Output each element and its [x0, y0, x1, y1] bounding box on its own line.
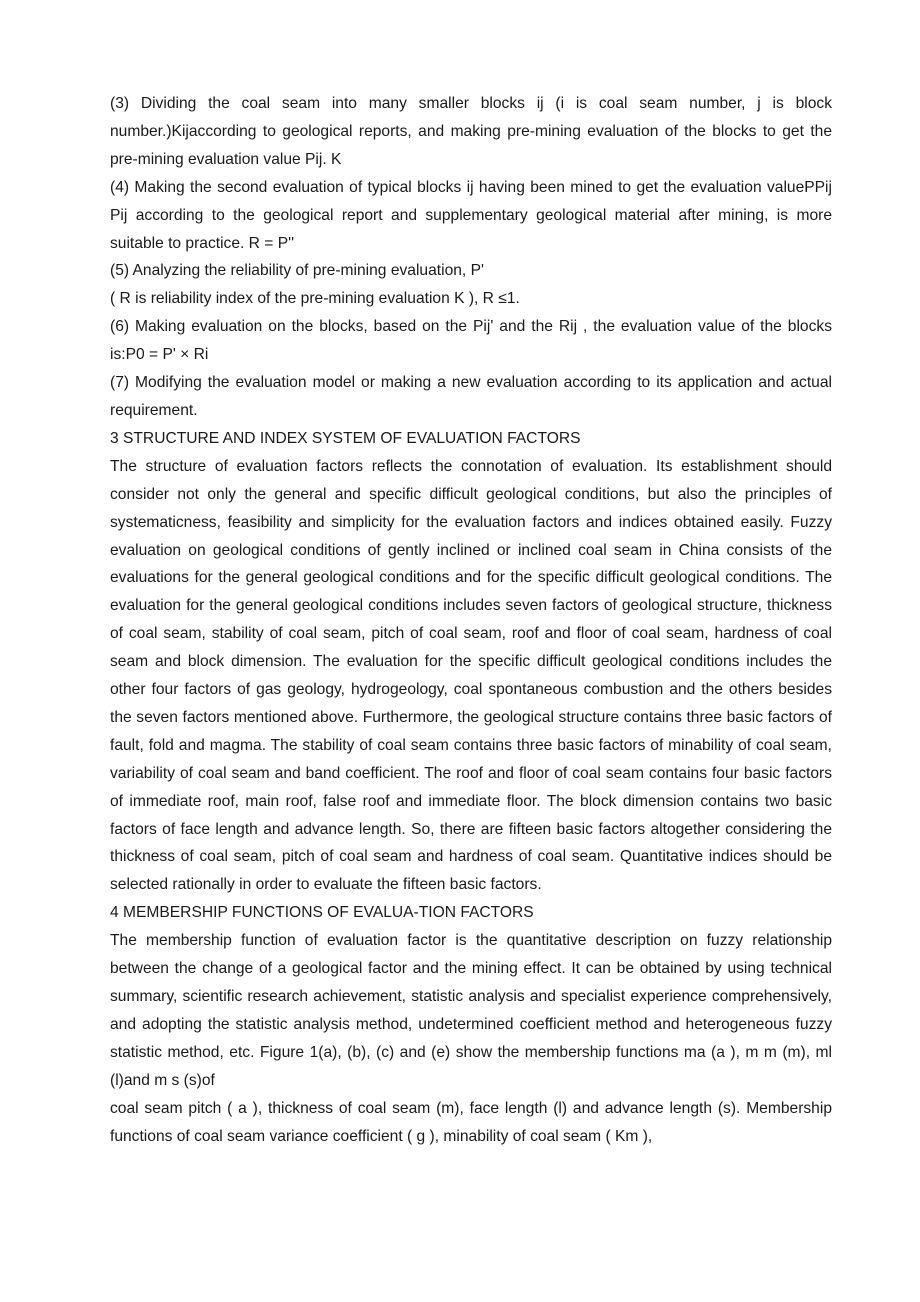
- step-4-paragraph: (4) Making the second evaluation of typical blocks ij having been mined to get the evaluation valuePPij Pij according to the geological report and supplementary geological material after mining, is more suitable to practice. R = P'': [110, 178, 832, 252]
- section-3-heading: 3 STRUCTURE AND INDEX SYSTEM OF EVALUATION FACTORS: [110, 429, 581, 447]
- step-7-paragraph: (7) Modifying the evaluation model or making a new evaluation according to its application and actual requirement.: [110, 374, 832, 419]
- step-6-paragraph: (6) Making evaluation on the blocks, based on the Pij' and the Rij , the evaluation value of the blocks is:P0 = P' × Ri: [110, 318, 832, 364]
- section-4-body: The membership function of evaluation factor is the quantitative description on fuzzy relationship between the change of a geological factor and the mining effect. It can be obtained by using technical summary, scientific research achievement, statistic analysis and specialist experience comprehensively, and adopting the statistic analysis method, undetermined coefficient method and heterogeneous fuzzy statistic method, etc. Figure 1(a), (b), (c) and (e) show the membership functions ma (a ), m m (m), ml (l)and m s (s)of: [110, 932, 832, 1089]
- section-4-heading: 4 MEMBERSHIP FUNCTIONS OF EVALUA-TION FACTORS: [110, 904, 534, 922]
- section-4-continuation: coal seam pitch ( a ), thickness of coal seam (m), face length (l) and advance length (s). Membership functions of coal seam variance coefficient ( g ), minability of coal seam ( Km ),: [110, 1099, 832, 1145]
- section-3-body: The structure of evaluation factors reflects the connotation of evaluation. Its establishment should consider not only the general and specific difficult geological conditions, but also the principles of systematicness, feasibility and simplicity for the evaluation factors and indices obtained easily. Fuzzy evaluation on geological conditions of gently inclined or inclined coal seam in China consists of the evaluations for the general geological conditions and for the specific difficult geological conditions. The evaluation for the general geological conditions includes seven factors of geological structure, thickness of coal seam, stability of coal seam, pitch of coal seam, roof and floor of coal seam, hardness of coal seam and block dimension. The evaluation for the specific difficult geological conditions includes the other four factors of gas geology, hydrogeology, coal spontaneous combustion and the others besides the seven factors mentioned above. Furthermore, the geological structure contains three basic factors of fault, fold and magma. The stability of coal seam contains three basic factors of minability of coal seam, variability of coal seam and band coefficient. The roof and floor of coal seam contains four basic factors of immediate roof, main roof, false roof and immediate floor. The block dimension contains two basic factors of face length and advance length. So, there are fifteen basic factors altogether considering the thickness of coal seam, pitch of coal seam and hardness of coal seam. Quantitative indices should be selected rationally in order to evaluate the fifteen basic factors.: [110, 457, 832, 894]
- document-page: [110, 90, 832, 1150]
- step-5-paragraph: (5) Analyzing the reliability of pre-mining evaluation, P': [110, 262, 484, 280]
- reliability-index-line: ( R is reliability index of the pre-mining evaluation K ), R ≤1.: [110, 290, 520, 308]
- step-3-paragraph: (3) Dividing the coal seam into many smaller blocks ij (i is coal seam number, j is block number.)Kijaccording to geological reports, and making pre-mining evaluation of the blocks to get the pre-mining evaluation value Pij. K: [110, 95, 832, 168]
